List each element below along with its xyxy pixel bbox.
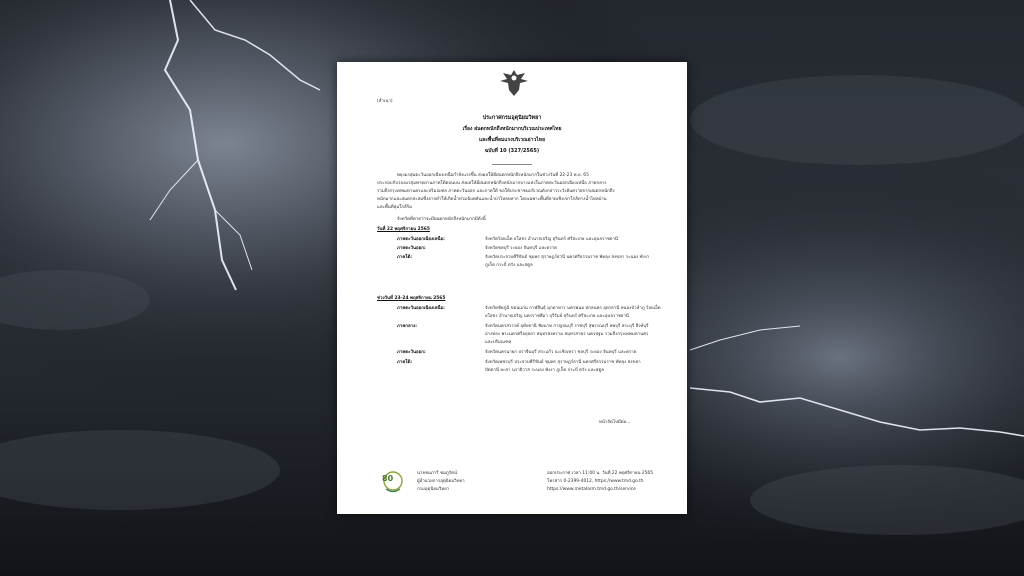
province-list: จังหวัดนครสวรรค์ อุทัยธานี ชัยนาท กาญจนบุรี ราชบุรี สุพรรณบุรี ลพบุรี สระบุรี สิงห์บุรี [485,324,649,329]
intro-line: และพื้นที่ลุ่มใกล้ริม [377,205,412,210]
region-label: ภาคตะวันออกเฉียงเหนือ: [397,237,445,242]
region-label: ภาคตะวันออก: [397,246,426,251]
region-label: ภาคกลาง: [397,324,418,329]
contact-line: https://www.metalarm.tmd.go.th/service [547,487,636,492]
province-list: อ่างทอง พระนครศรีอยุธยา สมุทรสงคราม สมุทรสาคร นครปฐม รวมถึงกรุงเทพมหานคร [485,332,649,337]
region-label: ภาคใต้: [397,360,413,365]
region-label: ภาคตะวันออกเฉียงเหนือ: [397,306,445,311]
province-list: จังหวัดชลบุรี ระยอง จันทบุรี และตราด [485,246,558,251]
garuda-emblem-icon [497,68,531,98]
province-list: จังหวัดชัยภูมิ ขอนแก่น กาฬสินธุ์ มุกดาหาร นครพนม สกลนคร อุดรธานี หนองบัวลำภู ร้อยเอ็ด [485,306,661,311]
intro-line: หนักมากและฝนตกสะสมซึ่งอาจทำให้เกิดน้ำท่วมฉับพลันและน้ำป่าไหลหลาก โดยเฉพาะพื้นที่ลาดเชิงเขาใกล้ทางน้ำไหลผ่าน [377,197,607,202]
subject-line-2: และพื้นที่ลมแรงบริเวณอ่าวไทย [478,137,546,143]
signer-title: ผู้อำนวยการอุตุนิยมวิทยา [417,479,465,484]
header-title: ประกาศกรมอุตุนิยมวิทยา [482,115,542,121]
province-list: ภูเก็ต กระบี่ ตรัง และสตูล [485,263,533,268]
province-list: จังหวัดร้อยเอ็ด ยโสธร อำนาจเจริญ สุรินทร์ ศรีสะเกษ และอุบลราชธานี [485,237,618,242]
section-date: วันที่ 22 พฤศจิกายน 2565 [377,227,430,232]
issue-number: ฉบับที่ 10 (327/2565) [484,148,540,154]
areas-intro: จังหวัดที่คาดว่าจะมีฝนตกหนักถึงหนักมากมีดังนี้ [397,217,486,222]
intro-line: รวมถึงกรุงเทพมหานครและปริมณฑล ภาคตะวันออก และภาคใต้ ขอให้ประชาชนบริเวณดังกล่าวระวังอันตรายจากฝนตกหนักถึง [377,189,615,194]
announcement-document [337,62,687,514]
province-list: จังหวัดเพชรบุรี ประจวบคีรีขันธ์ ชุมพร สุราษฎร์ธานี นครศรีธรรมราช พัทลุง สงขลา [485,360,641,365]
contact-line: โทรสาร 0-2399-4012, https://www.tmd.go.th [547,479,644,484]
province-list: จังหวัดประจวบคีรีขันธ์ ชุมพร สุราษฎร์ธานี นครศรีธรรมราช พัทลุง สงขลา ระนอง พังงา [485,255,650,260]
intro-line: พยุงมรสุมตะวันออกเฉียงเหนือกำลังแรงขึ้น ส่งผลให้มีฝนตกหนักถึงหนักมากในช่วงวันที่ 22-23 พ.ย. 65 [397,173,589,178]
subject-line-1: เรื่อง ฝนตกหนักถึงหนักมากบริเวณประเทศไทย [462,126,562,132]
logo-number: 80 [382,474,394,483]
province-list: ยโสธร อำนาจเจริญ นครราชสีมา บุรีรัมย์ สุรินทร์ ศรีสะเกษ และอุบลราชธานี [485,314,629,319]
province-list: จังหวัดนครนายก ปราจีนบุรี สระแก้ว ฉะเชิงเทรา ชลบุรี ระยอง จันทบุรี และตราด [485,350,637,355]
copy-label: (สำเนา) [377,99,393,104]
signer-department: กรมอุตุนิยมวิทยา [417,487,450,492]
title-divider [492,164,532,165]
section-date: ช่วงวันที่ 23-24 พฤศจิกายน 2565 [377,296,446,301]
continued-note: หน้าถัดไปมีต่อ... [599,420,631,425]
region-label: ภาคใต้: [397,255,413,260]
signer-name: นายชมภารี ชมภูรัตน์ [417,471,458,476]
region-label: ภาคตะวันออก: [397,350,426,355]
issued-time: ออกประกาศ เวลา 11:00 น. วันที่ 22 พฤศจิกายน 2565 [547,471,654,476]
province-list: และปริมณฑล [485,340,512,345]
intro-line: ประกอบกับร่องมรสุมพาดผ่านภาคใต้ตอนบน ส่งผลให้มีฝนตกหนักถึงหนักมากบางแห่งในภาคตะวันออกเฉียงเหนือ ภาคกลาง [377,181,607,186]
province-list: ปัตตานี ยะลา นราธิวาส ระนอง พังงา ภูเก็ต กระบี่ ตรัง และสตูล [485,368,604,373]
